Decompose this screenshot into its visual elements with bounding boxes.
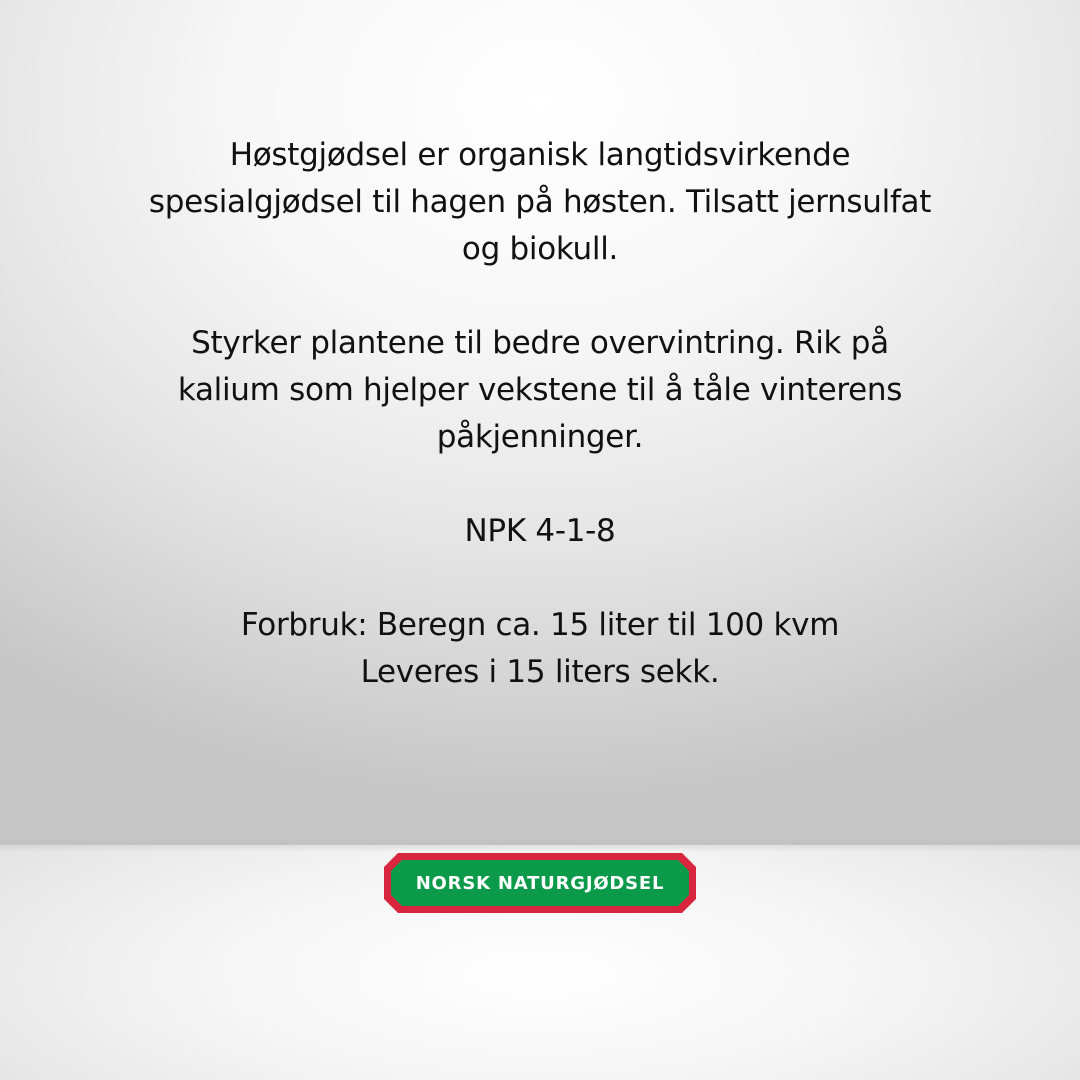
paragraph-intro (90, 132, 990, 273)
brand-logo (384, 853, 696, 913)
text-line: Forbruk: Beregn ca. 15 liter til 100 kvm (240, 607, 840, 643)
text-line: Styrker plantene til bedre overvintring. Rik på (191, 325, 889, 361)
text-line: og biokull. (461, 231, 619, 267)
text-line: spesialgjødsel til hagen på høsten. Tilsatt jernsulfat (148, 184, 932, 220)
text-line: Leveres i 15 liters sekk. (360, 654, 720, 690)
text-line: påkjenninger. (436, 419, 644, 455)
floor-edge (0, 840, 1080, 852)
text-line: Høstgjødsel er organisk langtidsvirkende (229, 137, 851, 173)
paragraph-usage (90, 602, 990, 696)
brand-logo-graphic (384, 853, 696, 913)
paragraph-benefits (90, 320, 990, 461)
text-line: kalium som hjelper vekstene til å tåle vinterens (177, 372, 903, 408)
npk-value (90, 508, 990, 555)
npk-text: NPK 4-1-8 (464, 513, 616, 549)
description-text (90, 132, 990, 696)
logo-text: NORSK NATURGJØDSEL (415, 873, 665, 894)
